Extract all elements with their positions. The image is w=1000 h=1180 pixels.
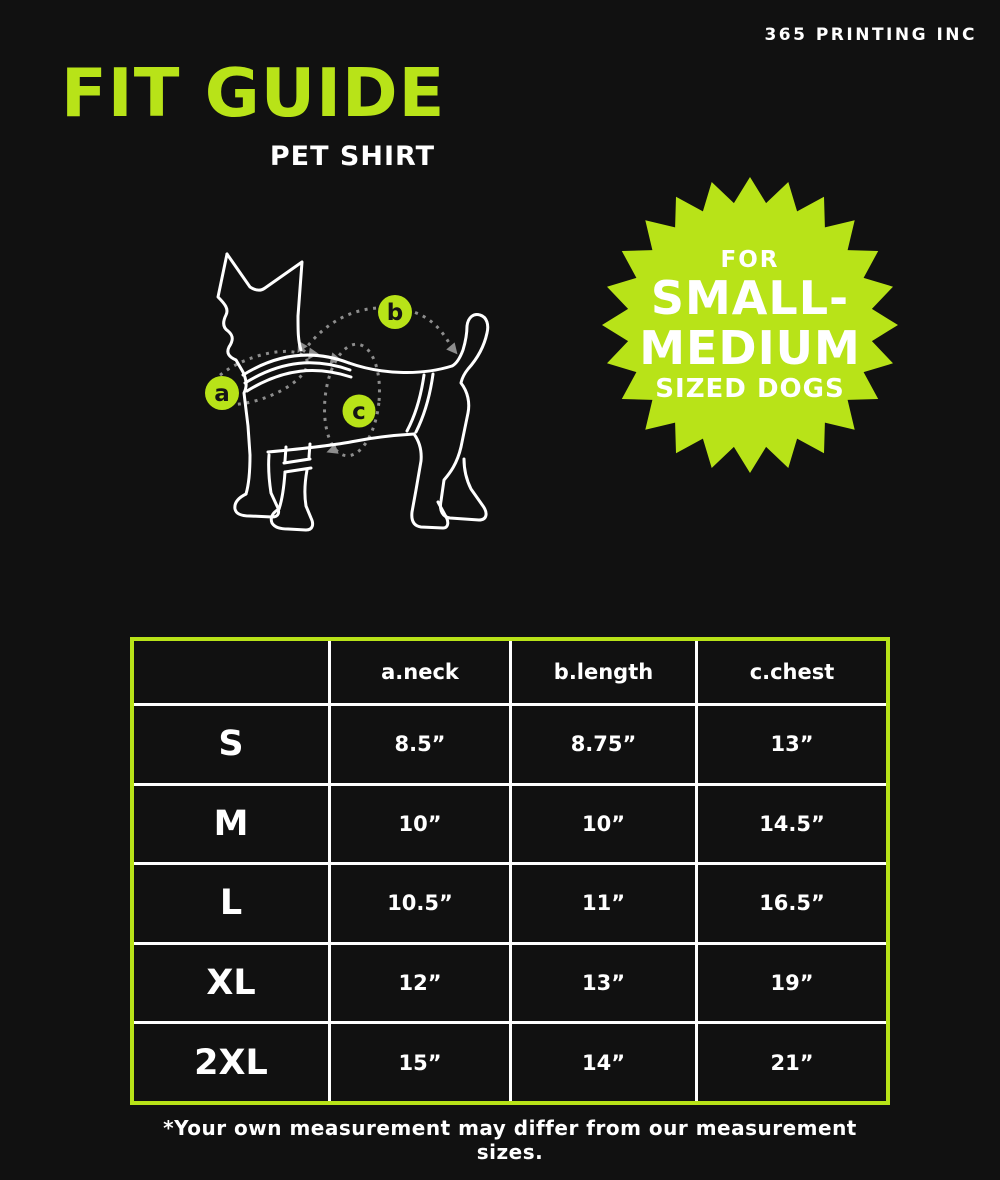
badge-line-small: SMALL- <box>650 271 850 325</box>
measurement-arrowheads <box>293 341 462 458</box>
row-s-neck: 8.5” <box>331 706 509 783</box>
badge-line-sized-dogs: SIZED DOGS <box>655 374 845 404</box>
brand-text: 365 PRINTING INC <box>764 25 977 45</box>
row-2xl-chest: 21” <box>698 1024 886 1101</box>
row-xl-neck: 12” <box>331 945 509 1022</box>
header-cell-chest: c.chest <box>698 641 886 703</box>
row-l-chest: 16.5” <box>698 865 886 942</box>
badge-text <box>600 175 900 475</box>
row-xl-size: XL <box>134 945 328 1022</box>
measurement-disclaimer: *Your own measurement may differ from our measurement sizes. <box>163 1116 857 1164</box>
row-s-length: 8.75” <box>512 706 695 783</box>
row-m-size: M <box>134 786 328 863</box>
row-l-length: 11” <box>512 865 695 942</box>
marker-a-label: a <box>214 381 230 407</box>
row-s-chest: 13” <box>698 706 886 783</box>
header-cell-length: b.length <box>512 641 695 703</box>
row-s-size: S <box>134 706 328 783</box>
badge-line-for: FOR <box>720 247 780 273</box>
header-cell-empty <box>134 641 328 703</box>
size-table <box>130 637 890 1105</box>
row-2xl-size: 2XL <box>134 1024 328 1101</box>
row-xl-length: 13” <box>512 945 695 1022</box>
row-m-chest: 14.5” <box>698 786 886 863</box>
row-2xl-neck: 15” <box>331 1024 509 1101</box>
row-m-length: 10” <box>512 786 695 863</box>
header-cell-neck: a.neck <box>331 641 509 703</box>
small-medium-badge <box>600 175 900 475</box>
badge-line-medium: MEDIUM <box>639 321 861 375</box>
dog-measurement-diagram <box>185 243 515 543</box>
row-xl-chest: 19” <box>698 945 886 1022</box>
dog-illustration-icon <box>185 243 515 543</box>
row-m-neck: 10” <box>331 786 509 863</box>
row-l-neck: 10.5” <box>331 865 509 942</box>
page-title: FIT GUIDE <box>61 54 446 132</box>
row-l-size: L <box>134 865 328 942</box>
marker-b-label: b <box>386 300 404 326</box>
dog-outline <box>218 254 488 530</box>
marker-c-label: c <box>352 399 366 425</box>
row-2xl-length: 14” <box>512 1024 695 1101</box>
page-subtitle: PET SHIRT <box>269 141 435 172</box>
